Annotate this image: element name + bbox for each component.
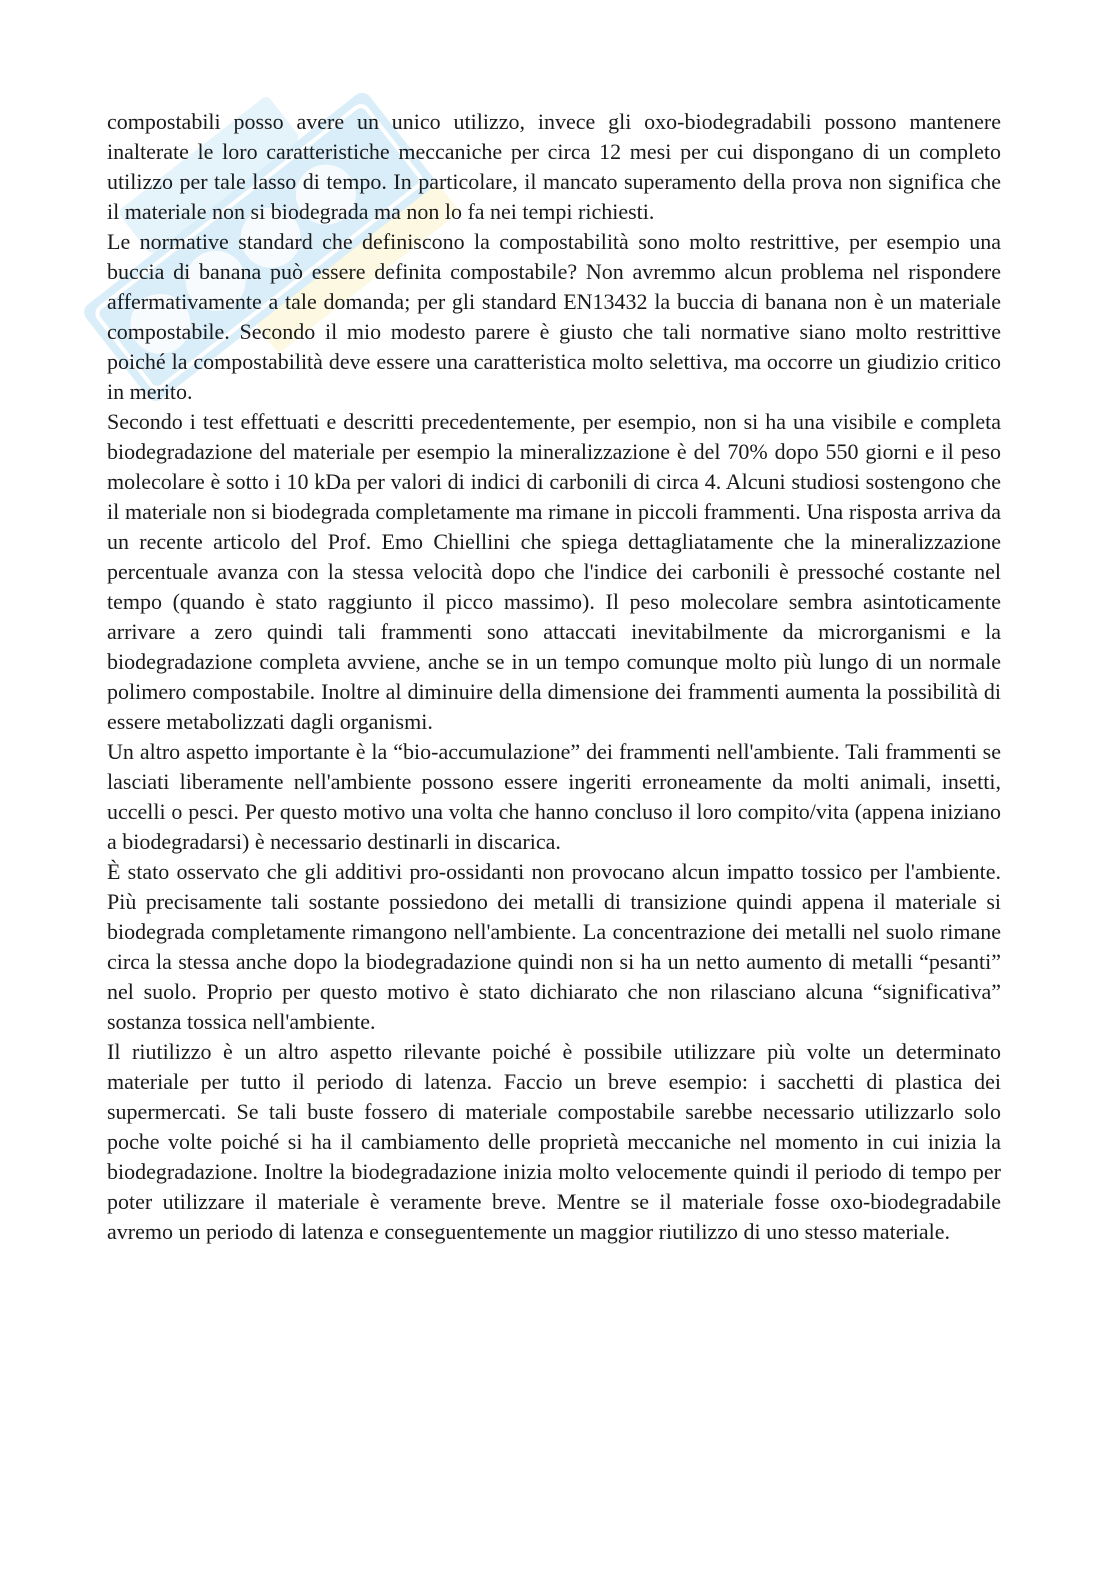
paragraph-6: Il riutilizzo è un altro aspetto rilevante poiché è possibile utilizzare più volte un determinato materiale per tutto il periodo di latenza. Faccio un breve esempio: i sacchetti di plastica dei supermercati. Se tali buste fossero di materiale compostabile sarebbe necessario utilizzarlo solo poche volte poiché si ha il cambiamento delle proprietà meccaniche nel momento in cui inizia la biodegradazione. Inoltre la biodegradazione inizia molto velocemente quindi il periodo di tempo per poter utilizzare il materiale è veramente breve. Mentre se il materiale fosse oxo-biodegradabile avremo un periodo di latenza e conseguentemente un maggior riutilizzo di uno stesso materiale. bbox=[107, 1039, 1001, 1244]
paragraph-1: compostabili posso avere un unico utilizzo, invece gli oxo-biodegradabili possono mantenere inalterate le loro caratteristiche meccaniche per circa 12 mesi per cui dispongano di un completo utilizzo per tale lasso di tempo. In particolare, il mancato superamento della prova non significa che il materiale non si biodegrada ma non lo fa nei tempi richiesti. bbox=[107, 109, 1001, 224]
paragraph-4: Un altro aspetto importante è la “bio-accumulazione” dei frammenti nell'ambiente. Tali frammenti se lasciati liberamente nell'ambiente possono essere ingeriti erroneamente da molti animali, insetti, uccelli o pesci. Per questo motivo una volta che hanno concluso il loro compito/vita (appena iniziano a biodegradarsi) è necessario destinarli in discarica. bbox=[107, 739, 1001, 854]
paragraph-5: È stato osservato che gli additivi pro-ossidanti non provocano alcun impatto tossico per l'ambiente. Più precisamente tali sostante possiedono dei metalli di transizione quindi appena il materiale si biodegrada completamente rimangono nell'ambiente. La concentrazione dei metalli nel suolo rimane circa la stessa anche dopo la biodegradazione quindi non si ha un netto aumento di metalli “pesanti” nel suolo. Proprio per questo motivo è stato dichiarato che non rilasciano alcuna “significativa” sostanza tossica nell'ambiente. bbox=[107, 859, 1001, 1034]
paragraph-3: Secondo i test effettuati e descritti precedentemente, per esempio, non si ha una visibile e completa biodegradazione del materiale per esempio la mineralizzazione è del 70% dopo 550 giorni e il peso molecolare è sotto i 10 kDa per valori di indici di carbonili di circa 4. Alcuni studiosi sostengono che il materiale non si biodegrada completamente ma rimane in piccoli frammenti. Una risposta arriva da un recente articolo del Prof. Emo Chiellini che spiega dettagliatamente che la mineralizzazione percentuale avanza con la stessa velocità dopo che l'indice dei carbonili è pressoché costante nel tempo (quando è stato raggiunto il picco massimo). Il peso molecolare sembra asintoticamente arrivare a zero quindi tali frammenti sono attaccati inevitabilmente da microrganismi e la biodegradazione completa avviene, anche se in un tempo comunque molto più lungo di un normale polimero compostabile. Inoltre al diminuire della dimensione dei frammenti aumenta la possibilità di essere metabolizzati dagli organismi. bbox=[107, 409, 1001, 734]
document-body bbox=[107, 107, 1001, 1247]
paragraph-2: Le normative standard che definiscono la compostabilità sono molto restrittive, per esempio una buccia di banana può essere definita compostabile? Non avremmo alcun problema nel rispondere affermativamente a tale domanda; per gli standard EN13432 la buccia di banana non è un materiale compostabile. Secondo il mio modesto parere è giusto che tali normative siano molto restrittive poiché la compostabilità deve essere una caratteristica molto selettiva, ma occorre un giudizio critico in merito. bbox=[107, 229, 1001, 404]
